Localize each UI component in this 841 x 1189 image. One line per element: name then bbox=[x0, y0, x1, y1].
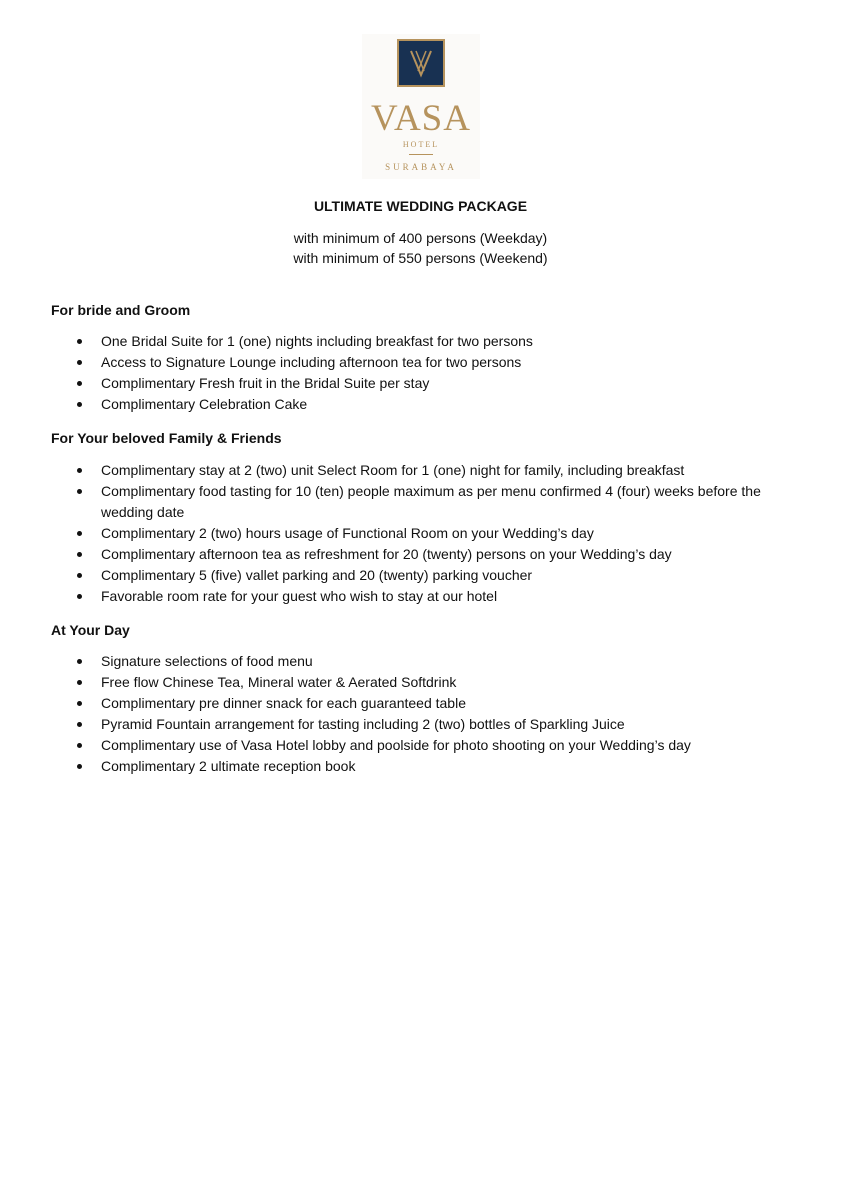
list-item: Complimentary 5 (five) vallet parking and 20 (twenty) parking voucher bbox=[0, 565, 801, 586]
section-heading-at-your-day: At Your Day bbox=[51, 622, 130, 638]
list-item: Pyramid Fountain arrangement for tasting including 2 (two) bottles of Sparkling Juice bbox=[0, 714, 801, 735]
list-item: Favorable room rate for your guest who wish to stay at our hotel bbox=[0, 586, 801, 607]
logo-city: SURABAYA bbox=[385, 162, 457, 172]
list-item: Complimentary 2 ultimate reception book bbox=[0, 756, 801, 777]
family-friends-list bbox=[0, 460, 801, 607]
section-heading-bride-groom: For bride and Groom bbox=[51, 302, 191, 318]
list-item: Complimentary afternoon tea as refreshment for 20 (twenty) persons on your Wedding’s day bbox=[0, 544, 801, 565]
list-item: Complimentary Celebration Cake bbox=[0, 394, 801, 415]
list-item: Complimentary Fresh fruit in the Bridal Suite per stay bbox=[0, 373, 801, 394]
monogram-icon bbox=[397, 39, 445, 87]
page-title: ULTIMATE WEDDING PACKAGE bbox=[313, 198, 528, 214]
minimum-weekend: with minimum of 550 persons (Weekend) bbox=[293, 250, 548, 266]
list-item: Free flow Chinese Tea, Mineral water & Aerated Softdrink bbox=[0, 672, 801, 693]
list-item: Access to Signature Lounge including afternoon tea for two persons bbox=[0, 352, 801, 373]
at-your-day-list bbox=[0, 651, 801, 777]
list-item: Complimentary pre dinner snack for each guaranteed table bbox=[0, 693, 801, 714]
list-item: One Bridal Suite for 1 (one) nights including breakfast for two persons bbox=[0, 331, 801, 352]
section-heading-family-friends: For Your beloved Family & Friends bbox=[51, 430, 282, 446]
hotel-logo bbox=[362, 34, 480, 179]
bride-groom-list bbox=[0, 331, 801, 415]
list-item: Complimentary 2 (two) hours usage of Functional Room on your Wedding’s day bbox=[0, 523, 801, 544]
logo-divider bbox=[409, 154, 433, 155]
list-item: Complimentary stay at 2 (two) unit Select Room for 1 (one) night for family, including breakfast bbox=[0, 460, 801, 481]
logo-subtitle: HOTEL bbox=[402, 140, 440, 149]
list-item: Complimentary food tasting for 10 (ten) people maximum as per menu confirmed 4 (four) weeks before the wedding date bbox=[0, 481, 801, 523]
logo-name: VASA bbox=[371, 98, 471, 139]
list-item: Complimentary use of Vasa Hotel lobby and poolside for photo shooting on your Wedding’s day bbox=[0, 735, 801, 756]
list-item: Signature selections of food menu bbox=[0, 651, 801, 672]
minimum-weekday: with minimum of 400 persons (Weekday) bbox=[293, 230, 548, 246]
